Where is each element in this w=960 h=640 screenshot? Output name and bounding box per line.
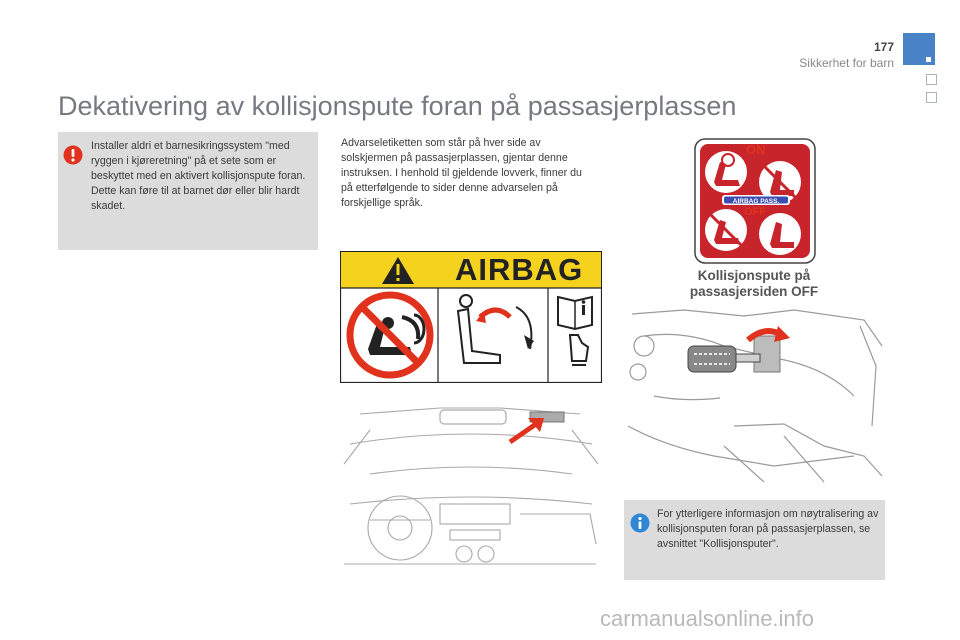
warning-text: Installer aldri et barnesikringssystem "med ryggen i kjøreretning" på et sete som er beskyttet med en aktivert kollisjonspute foran. Dette kan føre til at barnet dør eller blir hardt skadet. xyxy=(91,140,306,212)
section-title: Sikkerhet for barn xyxy=(799,56,894,70)
airbag-label-word: AIRBAG xyxy=(455,252,584,287)
watermark: carmanualsonline.info xyxy=(600,606,815,631)
airbag-on-child-seat-icon xyxy=(705,151,747,193)
label-description-text: Advarseletiketten som står på hver side av solskjermen på passasjerplassen, gjentar denne instruksen. I henhold til gjeldende lovverk, finner du på etterfølgende to sider denne advarselen på forskjellige språk. xyxy=(341,137,582,209)
airbag-key-switch-illustration xyxy=(624,306,886,488)
airbag-pass-label: AIRBAG PASS. xyxy=(732,198,780,205)
caption-line-2: passasjersiden OFF xyxy=(689,284,819,299)
airbag-on-label: ON xyxy=(746,142,766,157)
airbag-off-child-seat-icon xyxy=(705,209,747,251)
chapter-tab xyxy=(926,74,937,85)
info-icon xyxy=(630,513,650,533)
status-caption xyxy=(664,268,844,300)
windscreen-sunvisor-illustration xyxy=(340,404,602,574)
page-number: 177 xyxy=(873,40,894,54)
airbag-off-adult-icon xyxy=(759,213,801,255)
key-icon xyxy=(688,346,760,372)
warning-icon xyxy=(63,145,83,165)
info-text: For ytterligere informasjon om nøytralisering av kollisjonsputen foran på passasjerplassen, se avsnittet "Kollisjonsputer". xyxy=(657,508,879,550)
page-title: Dekativering av kollisjonspute foran på passasjerplassen xyxy=(58,91,737,121)
pointer-arrow-icon xyxy=(510,424,536,442)
caption-line-1: Kollisjonspute på xyxy=(697,268,811,283)
airbag-off-label: OFF xyxy=(744,206,766,218)
no-rear-facing-child-seat-icon xyxy=(350,295,430,375)
chapter-tab-active xyxy=(903,33,935,65)
